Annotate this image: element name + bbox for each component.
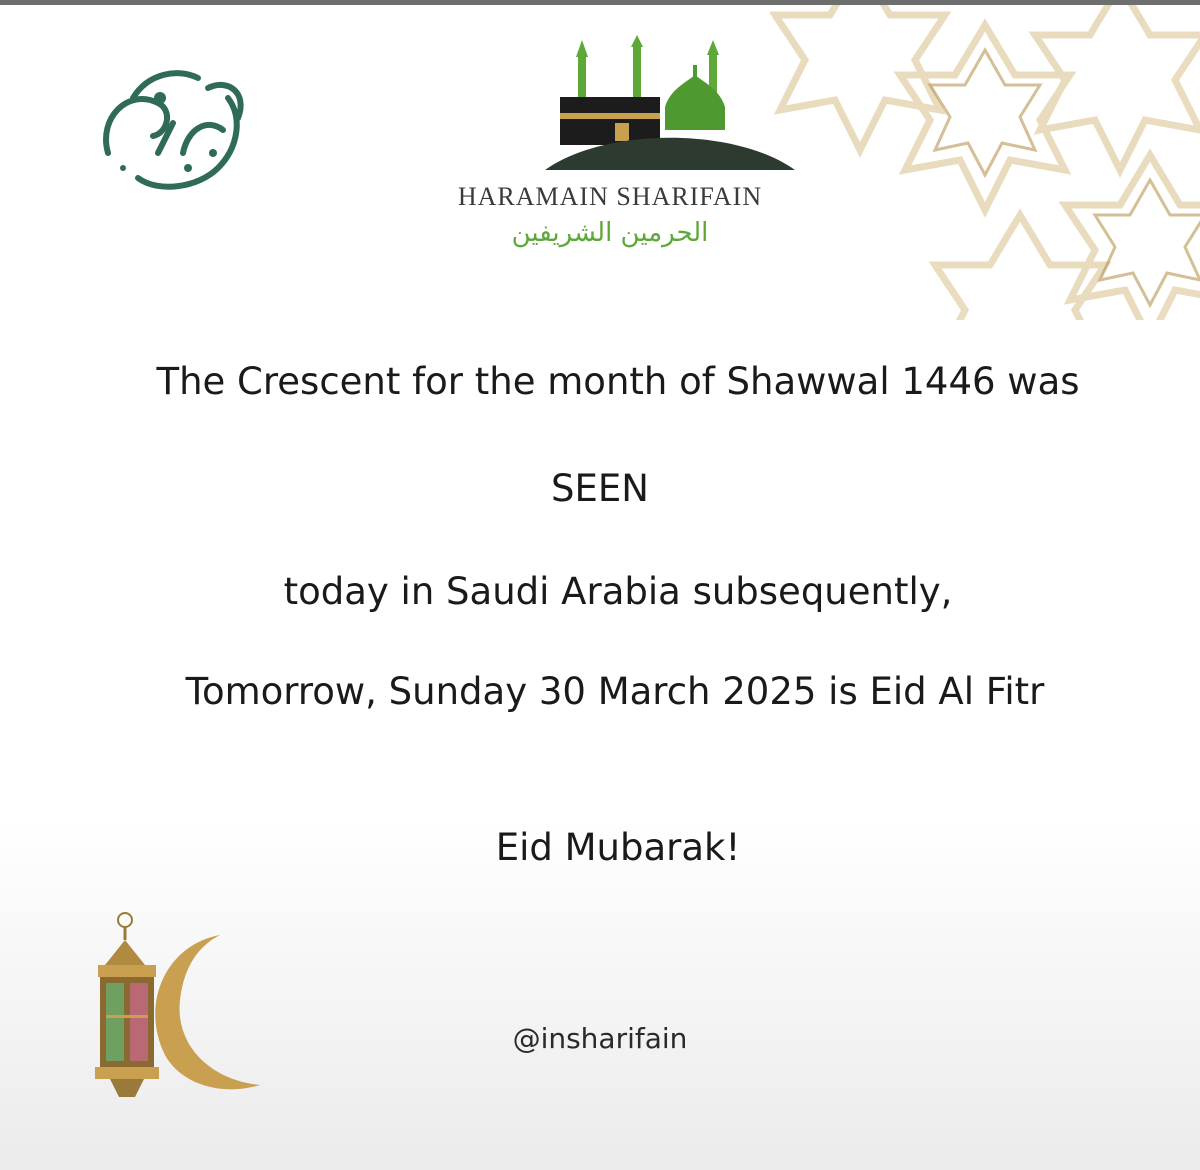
calligraphy-icon bbox=[88, 58, 260, 208]
social-handle: @insharifain bbox=[512, 1022, 688, 1055]
geometric-pattern-icon bbox=[770, 5, 1200, 320]
eid-greeting: Eid Mubarak! bbox=[495, 826, 741, 869]
brand-name-english: HARAMAIN SHARIFAIN bbox=[457, 182, 763, 211]
kaaba-mosque-logo-icon bbox=[545, 35, 795, 185]
announcement-line-2: SEEN bbox=[551, 467, 649, 510]
lantern-crescent-icon bbox=[80, 905, 270, 1105]
announcement-line-1: The Crescent for the month of Shawwal 1446 was bbox=[156, 360, 1080, 403]
announcement-line-4: Tomorrow, Sunday 30 March 2025 is Eid Al Fitr bbox=[185, 670, 1045, 713]
announcement-line-3: today in Saudi Arabia subsequently, bbox=[283, 570, 953, 613]
brand-name-arabic: الحرمين الشريفين bbox=[511, 218, 709, 248]
